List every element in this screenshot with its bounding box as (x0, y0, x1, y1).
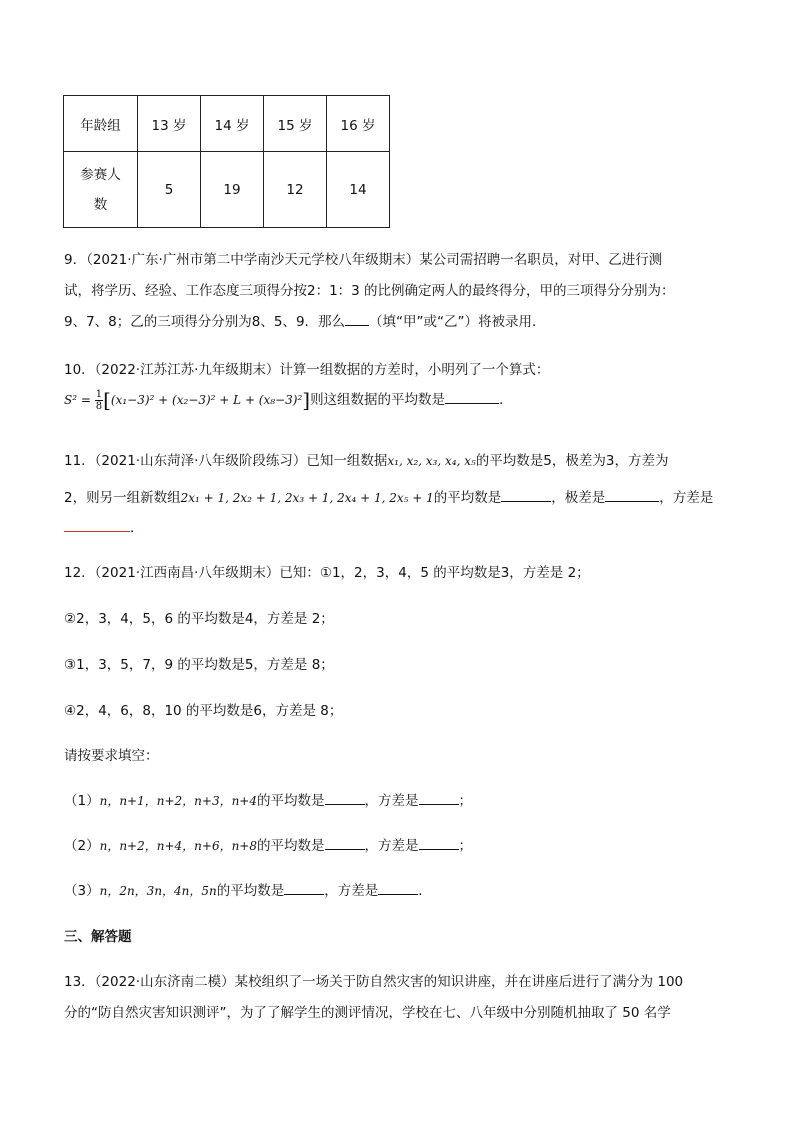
q9-line1: 9．（2021·广东·广州市第二中学南沙天元学校八年级期末）某公司需招聘一名职员，对甲、乙进行测 (64, 252, 663, 268)
q12-part3: （3）n，2n，3n，4n，5n的平均数是 ，方差是 ． (64, 879, 432, 899)
header-16: 16 岁 (327, 96, 390, 152)
header-15: 15 岁 (264, 96, 327, 152)
q10-blank[interactable] (445, 389, 499, 404)
variance-symbol: S² (64, 393, 78, 407)
q12-part1: （1）n，n+1，n+2，n+3，n+4的平均数是 ，方差是 ； (64, 789, 472, 809)
q12-p3-blank-mean[interactable] (284, 880, 324, 895)
q11-blank-variance[interactable] (64, 517, 130, 532)
value-15: 12 (264, 152, 327, 228)
q9-line2: 试，将学历、经验、工作态度三项得分按2：1：3 的比例确定两人的最终得分，甲的三项得分分别为： (64, 283, 675, 299)
data-vars: x₁, x₂, x₃, x₄, x₅ (387, 454, 476, 468)
q12-p1-blank-var[interactable] (419, 790, 459, 805)
age-group-table (63, 95, 390, 228)
q9-blank[interactable] (345, 311, 369, 326)
value-14: 19 (201, 152, 264, 228)
q11-line3: ． (64, 516, 144, 536)
row-label: 参赛人 数 (64, 152, 138, 228)
q12-p1-blank-mean[interactable] (325, 790, 365, 805)
q13-line2: 分的“防自然灾害知识测评”，为了了解学生的测评情况，学校在七、八年级中分别随机抽取了 50 名学 (64, 1005, 671, 1021)
q11-blank-range[interactable] (605, 487, 659, 502)
q10-formula: S² = $\frac{1}{8}$ [(x₁−3)² + (x₂−3)² + L + (x₈−3)²]则这组数据的平均数是 ． (64, 388, 513, 412)
section-heading: 三、解答题 (64, 929, 132, 945)
q10-line1: 10．（2022·江苏江苏·九年级期末）计算一组数据的方差时，小明列了一个算式： (64, 362, 550, 378)
q12-part2: （2）n，n+2，n+4，n+6，n+8的平均数是 ，方差是 ； (64, 834, 472, 854)
q11-blank-mean[interactable] (501, 487, 551, 502)
q12-line2: ②2，3，4，5，6 的平均数是4，方差是 2； (64, 611, 334, 627)
fraction: $\frac{1}{8}$ (95, 388, 103, 412)
q12-p2-blank-var[interactable] (419, 835, 459, 850)
q12-p3-blank-var[interactable] (378, 880, 418, 895)
value-16: 14 (327, 152, 390, 228)
q12-line4: ④2，4，6，8，10 的平均数是6，方差是 8； (64, 703, 343, 719)
q12-p2-blank-mean[interactable] (325, 835, 365, 850)
q13-line1: 13．（2022·山东济南二模）某校组织了一场关于防自然灾害的知识讲座，并在讲座后进行了满分为 100 (64, 974, 684, 990)
q12-line5: 请按要求填空： (64, 748, 159, 764)
q12-line1: 12．（2021·江西南昌·八年级期末）已知：①1，2，3，4，5 的平均数是3，方差是 2； (64, 565, 590, 581)
header-age-group: 年龄组 (64, 96, 138, 152)
q11-line1: 11．（2021·山东菏泽·八年级阶段练习）已知一组数据x₁, x₂, x₃, x₄, x₅的平均数是5，极差为3，方差为 (64, 453, 669, 469)
header-13: 13 岁 (138, 96, 201, 152)
q11-line2: 2，则另一组新数组2x₁ + 1, 2x₂ + 1, 2x₃ + 1, 2x₄ + 1, 2x₅ + 1的平均数是 ，极差是 ，方差是 (64, 486, 713, 506)
new-data-set: 2x₁ + 1, 2x₂ + 1, 2x₃ + 1, 2x₄ + 1, 2x₅ + 1 (180, 491, 434, 505)
formula-body: (x₁−3)² + (x₂−3)² + L + (x₈−3)² (110, 393, 303, 407)
q9-line3: 9、7、8；乙的三项得分分别为8、5、9．那么 （填“甲”或“乙”）将被录用． (64, 310, 546, 330)
q12-line3: ③1，3，5，7，9 的平均数是5，方差是 8； (64, 657, 334, 673)
header-14: 14 岁 (201, 96, 264, 152)
value-13: 5 (138, 152, 201, 228)
